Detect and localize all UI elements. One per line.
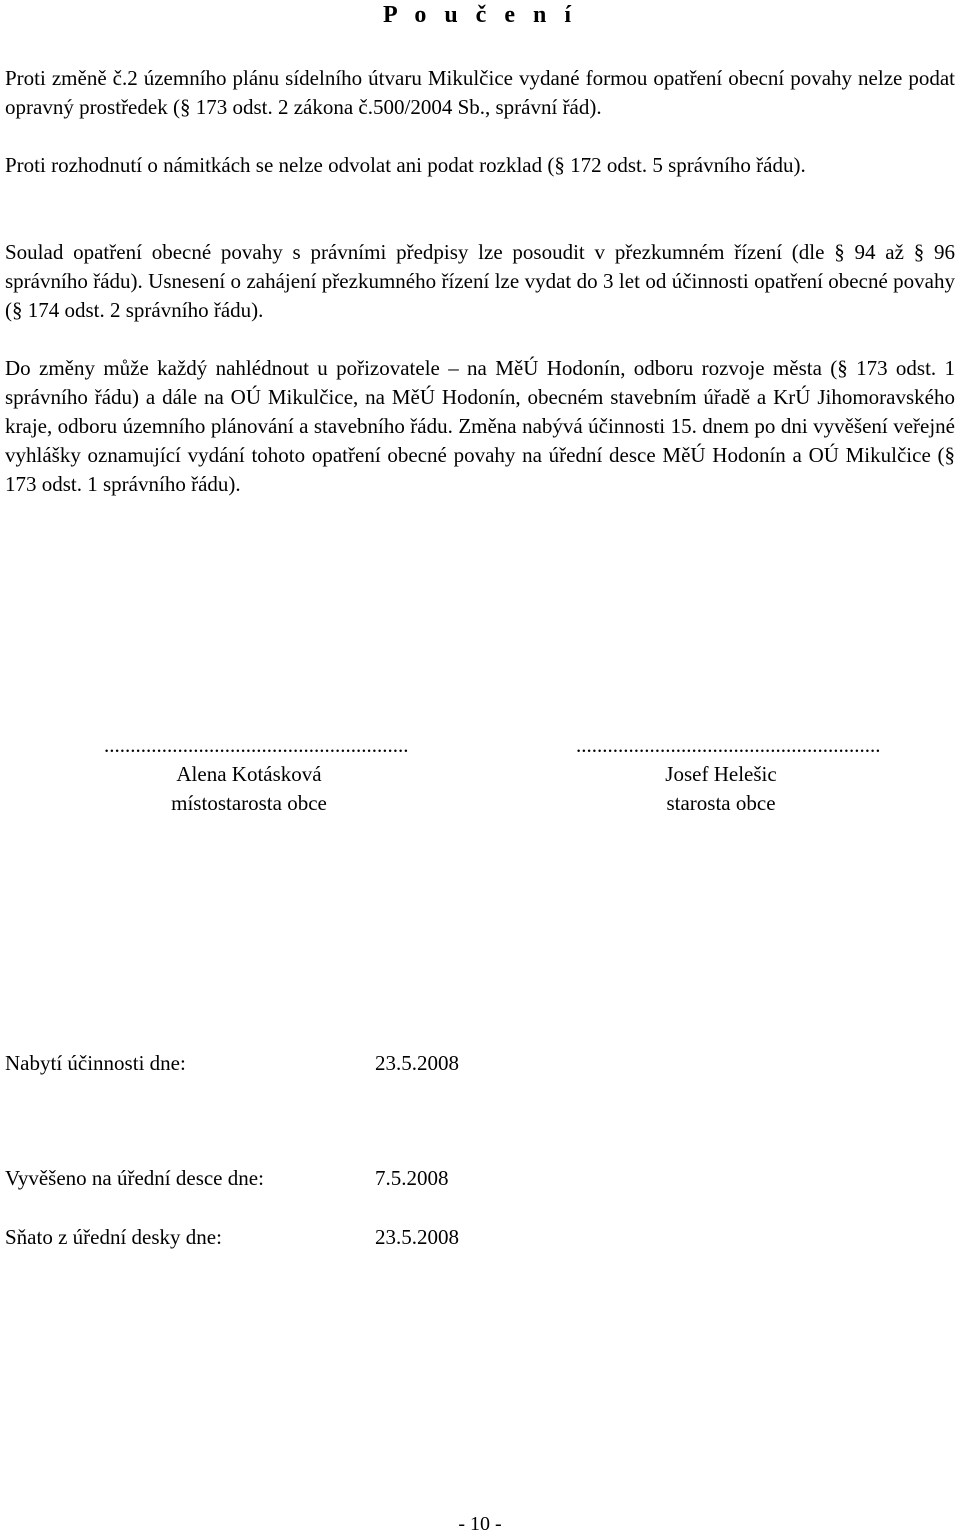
- removed-date-value: 23.5.2008: [375, 1225, 459, 1249]
- signatory-role: místostarosta obce: [171, 791, 327, 815]
- removed-date-label: Sňato z úřední desky dne:: [5, 1225, 222, 1249]
- signature-line: ..........................................................: [104, 733, 409, 757]
- paragraph-no-appeal: Proti změně č.2 územního plánu sídelního útvaru Mikulčice vydané formou opatření obecní povahy nelze podat opravný prostředek (§ 173 odst. 2 zákona č.500/2004 Sb., správní řád).: [5, 66, 955, 119]
- posted-date-label: Vyvěšeno na úřední desce dne:: [5, 1166, 264, 1190]
- signature-block-mayor: [576, 731, 881, 818]
- signatory-name: Josef Helešic: [665, 762, 777, 786]
- signature-line: ..........................................................: [576, 733, 881, 757]
- paragraph-objections: Proti rozhodnutí o námitkách se nelze odvolat ani podat rozklad (§ 172 odst. 5 správního řádu).: [5, 153, 806, 177]
- effective-date-label: Nabytí účinnosti dne:: [5, 1051, 186, 1075]
- posted-date-value: 7.5.2008: [375, 1166, 449, 1190]
- signatory-name: Alena Kotásková: [176, 762, 322, 786]
- effective-date-value: 23.5.2008: [375, 1051, 459, 1075]
- paragraph-inspection: Do změny může každý nahlédnout u pořizovatele – na MěÚ Hodonín, odboru rozvoje města (§ 173 odst. 1 správního řádu) a dále na OÚ Mikulčice, na MěÚ Hodonín, obecném stavebním úřadě a KrÚ Jihomoravského kraje, odboru územního plánování a stavebního řádu. Změna nabývá účinnosti 15. dnem po dni vyvěšení veřejné vyhlášky oznamující vydání tohoto opatření obecné povahy na úřední desce MěÚ Hodonín a OÚ Mikulčice (§ 173 odst. 1 správního řádu).: [5, 356, 955, 496]
- paragraph-review: Soulad opatření obecné povahy s právními předpisy lze posoudit v přezkumném řízení (dle § 94 až § 96 správního řádu). Usnesení o zahájení přezkumného řízení lze vydat do 3 let od účinnosti opatření obecné povahy (§ 174 odst. 2 správního řádu).: [5, 240, 955, 322]
- page-number: - 10 -: [458, 1513, 502, 1535]
- document-title: P o u č e n í: [382, 2, 577, 28]
- signature-block-deputy-mayor: [104, 731, 409, 818]
- signatory-role: starosta obce: [666, 791, 776, 815]
